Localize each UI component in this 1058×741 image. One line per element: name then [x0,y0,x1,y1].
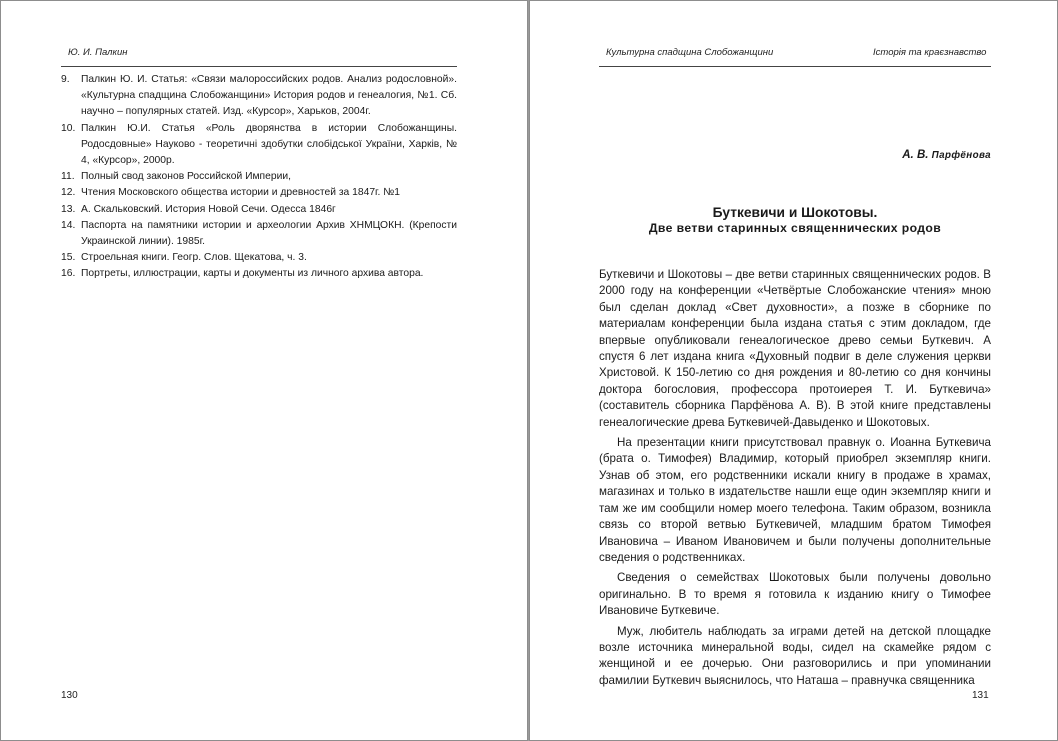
author-surname: Парфёнова [931,150,991,161]
header-rule [599,66,991,67]
reference-text: А. Скальковский. История Новой Сечи. Одесса 1846г [81,203,336,215]
article-author [599,149,991,161]
reference-number: 11. [61,171,75,183]
reference-number: 14. [61,219,76,231]
reference-item [61,218,457,250]
author-initials: А. В. [902,149,929,161]
article-body [599,267,991,693]
reference-item [61,72,457,121]
reference-item [61,266,457,282]
article-title [599,204,991,236]
reference-item [61,202,457,218]
title-line-1: Буткевичи и Шокотовы. [712,205,878,220]
left-page [0,0,528,741]
reference-number: 12. [61,187,76,199]
reference-item [61,121,457,170]
header-rule [61,66,457,67]
reference-text: Строельная книги. Геогр. Слов. Щекатова, ч. 3. [81,252,307,264]
reference-text: Чтения Московского общества истории и древностей за 1847г. №1 [81,187,401,199]
reference-item [61,169,457,185]
right-page [529,0,1058,741]
reference-item [61,250,457,266]
body-paragraph: Буткевичи и Шокотовы – две ветви старинных священнических родов. В 2000 году на конференции «Четвёртые Слобожанские чтения» мною был сделан доклад «Свет духовности», а позже в сборнике по материалам конференции была издана статья с этим докладом, где впервые опубликовали генеалогическое древо семьи Буткевич. А спустя 6 лет издана книга «Духовный подвиг в деле служения церкви Христовой. К 150-летию со дня рождения и 80-летию со дня кончины доктора богословия, профессора протоиерея Т. И. Буткевича» (составитель сборника Парфёнова А. В). В этой книге представлены генеалогические древа Буткевичей-Давыденко и Шокотовых. [599,268,991,429]
reference-number: 16. [61,268,76,280]
body-paragraph: Сведения о семействах Шокотовых были получены довольно оригинально. В то время я готовила к изданию книгу о Тимофее Ивановиче Буткевиче. [599,571,991,618]
reference-text: Палкин Ю.И. Статья «Роль дворянства в истории Слобожанщины. Родосдовные» Науково - теоретичні здобутки слобідської України, Харків, № 4, «Курсор», 2000р. [81,122,457,167]
reference-text: Полный свод законов Российской Империи, [81,171,291,183]
reference-number: 10. [61,122,76,134]
reference-number: 15. [61,252,76,264]
running-head-section: Історія та краєзнавство [873,47,987,58]
reference-list [61,72,457,283]
page-number: 131 [972,690,989,701]
running-head-journal: Культурна спадщина Слобожанщини [606,47,774,58]
running-head-author: Ю. И. Палкин [68,47,128,58]
body-paragraph: Муж, любитель наблюдать за играми детей на детской площадке возле источника минеральной воды, сидел на скамейке рядом с женщиной и ее дочерью. Они разговорились и при упоминании фамилии Буткевич выяснилось, что Наташа – правнучка священника [599,624,991,687]
reference-number: 13. [61,203,76,215]
reference-text: Портреты, иллюстрации, карты и документы из личного архива автора. [81,268,424,280]
reference-text: Палкин Ю. И. Статья: «Связи малороссийских родов. Анализ родословной». «Культурна спадщина Слобожанщини» История родов и генеалогия, №1. Сб. научно – популярных статей. Изд. «Курсор», Харьков, 2004г. [81,74,457,118]
body-paragraph: На презентации книги присутствовал правнук о. Иоанна Буткевича (брата о. Тимофея) Владимир, который приобрел экземпляр книги. Узнав об этом, его родственники искали книгу в продаже в храмах, магазинах и только в издательстве нашли еще один экземпляр книги и там же им сообщили номер моего телефона. Таким образом, возникла связь со второй ветвью Буткевичей, младшим братом Тимофея Ивановича – Иваном Ивановичем и были получены дополнительные сведения о родственниках. [599,436,991,564]
reference-text: Паспорта на памятники истории и археологии Архив ХНМЦОКН. (Крепости Украинской линии). 1985г. [81,219,457,248]
title-line-2: Две ветви старинных священнических родов [648,221,942,235]
page-number: 130 [61,690,78,701]
reference-item [61,185,457,201]
reference-number: 9. [61,74,70,85]
